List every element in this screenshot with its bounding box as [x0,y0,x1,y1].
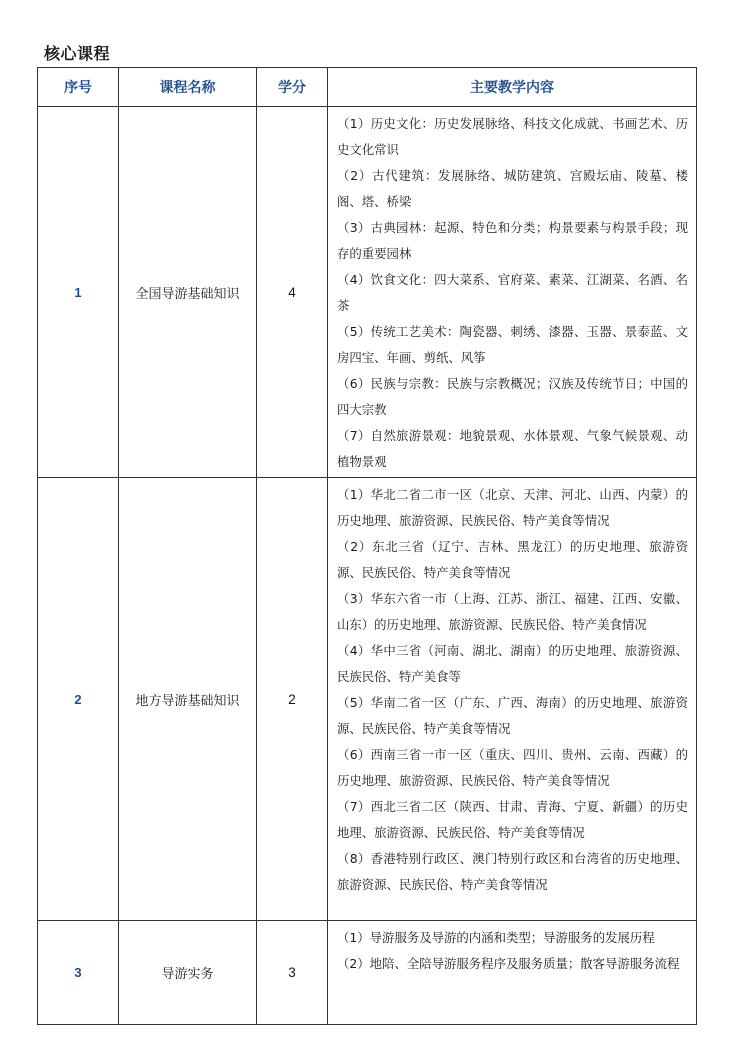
column-header-course-name: 课程名称 [119,68,257,107]
core-courses-table [37,67,697,1025]
column-header-content: 主要教学内容 [328,68,697,107]
course-content [328,478,697,921]
course-name: 全国导游基础知识 [119,107,257,478]
course-credit: 2 [257,478,328,921]
content-item: （6）民族与宗教：民族与宗教概况；汉族及传统节日；中国的四大宗教 [337,376,688,417]
content-item: （2）东北三省（辽宁、吉林、黑龙江）的历史地理、旅游资源、民族民俗、特产美食等情况 [337,539,688,580]
row-number: 2 [38,478,119,921]
content-item: （7）自然旅游景观：地貌景观、水体景观、气象气候景观、动植物景观 [337,428,688,469]
content-item: （4）华中三省（河南、湖北、湖南）的历史地理、旅游资源、民族民俗、特产美食等 [337,643,688,684]
row-number: 3 [38,921,119,1025]
content-item: （3）华东六省一市（上海、江苏、浙江、福建、江西、安徽、山东）的历史地理、旅游资源、民族民俗、特产美食情况 [337,591,688,632]
content-item: （1）导游服务及导游的内涵和类型；导游服务的发展历程 [337,930,655,945]
column-header-no: 序号 [38,68,119,107]
content-item: （7）西北三省二区（陕西、甘肃、青海、宁夏、新疆）的历史地理、旅游资源、民族民俗、特产美食等情况 [337,799,688,840]
content-item: （6）西南三省一市一区（重庆、四川、贵州、云南、西藏）的历史地理、旅游资源、民族民俗、特产美食等情况 [337,747,688,788]
course-credit: 4 [257,107,328,478]
table-row [38,107,697,478]
table-header-row [38,68,697,107]
table-row [38,921,697,1025]
section-heading: 核心课程 [44,44,111,63]
table-row [38,478,697,921]
content-item: （3）古典园林：起源、特色和分类；构景要素与构景手段；现存的重要园林 [337,220,688,261]
content-item: （1）华北二省二市一区（北京、天津、河北、山西、内蒙）的历史地理、旅游资源、民族民俗、特产美食等情况 [337,487,688,528]
content-item: （4）饮食文化：四大菜系、官府菜、素菜、江湖菜、名酒、名茶 [337,272,688,313]
course-content [328,107,697,478]
course-name: 导游实务 [119,921,257,1025]
course-content [328,921,697,1025]
content-item: （2）地陪、全陪导游服务程序及服务质量；散客导游服务流程 [337,956,680,971]
course-name: 地方导游基础知识 [119,478,257,921]
course-credit: 3 [257,921,328,1025]
content-item: （5）华南二省一区（广东、广西、海南）的历史地理、旅游资源、民族民俗、特产美食等情况 [337,695,688,736]
content-item: （1）历史文化：历史发展脉络、科技文化成就、书画艺术、历史文化常识 [337,116,688,157]
column-header-credit: 学分 [257,68,328,107]
row-number: 1 [38,107,119,478]
content-item: （8）香港特别行政区、澳门特别行政区和台湾省的历史地理、旅游资源、民族民俗、特产美食等情况 [337,851,688,892]
content-item: （2）古代建筑：发展脉络、城防建筑、宫殿坛庙、陵墓、楼阁、塔、桥梁 [337,168,688,209]
content-item: （5）传统工艺美术：陶瓷器、刺绣、漆器、玉器、景泰蓝、文房四宝、年画、剪纸、风筝 [337,324,688,365]
